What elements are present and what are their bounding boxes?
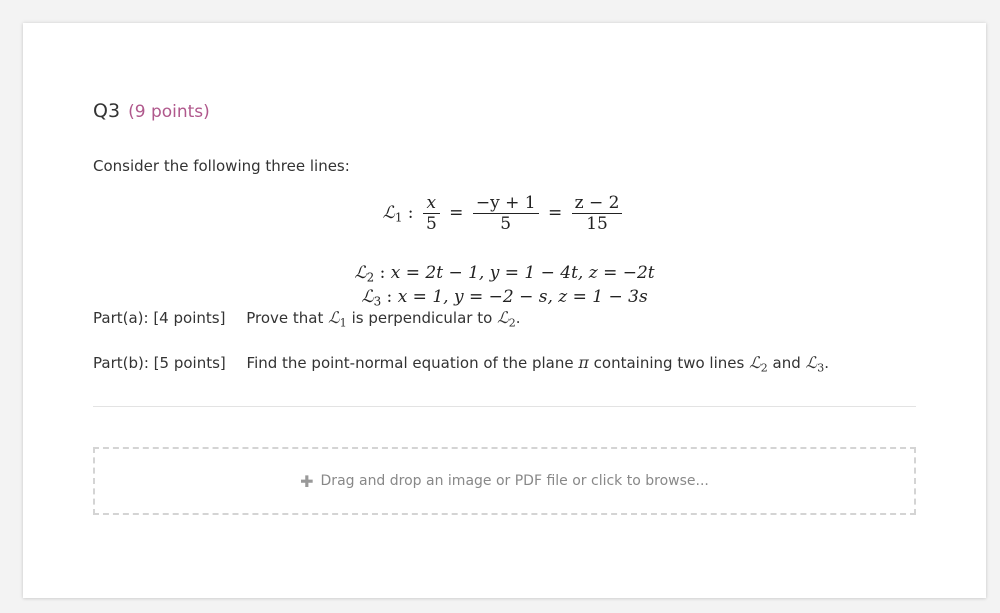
part-b: Part(b): [5 points] Find the point-normal equation of the plane π containing two lines ℒ$_2$ and ℒ$_3$. xyxy=(93,353,829,375)
part-a-label: Part(a): [4 points] xyxy=(93,309,226,327)
file-upload-dropzone[interactable] xyxy=(93,447,916,515)
equation-line-2: ℒ$_2$ : x = 2t − 1, y = 1 − 4t, z = −2t xyxy=(354,263,655,285)
divider xyxy=(93,406,916,407)
fraction-z-over-15: $\frac{z - 2}{15}$ xyxy=(572,193,623,234)
question-intro: Consider the following three lines: xyxy=(93,157,350,175)
part-b-label: Part(b): [5 points] xyxy=(93,354,226,372)
part-a: Part(a): [4 points] Prove that ℒ$_1$ is perpendicular to ℒ$_2$. xyxy=(93,308,521,330)
equation-line-1: ℒ$_1$ : $\frac{x}{5}$ = $\frac{-y + 1}{5}$ = $\frac{z - 2}{15}$ xyxy=(23,193,986,234)
question-number: Q3 xyxy=(93,100,121,122)
fraction-x-over-5: $\frac{x}{5}$ xyxy=(423,193,440,234)
question-points: (9 points) xyxy=(128,102,210,122)
question-card xyxy=(23,23,986,598)
fraction-y-over-5: $\frac{-y + 1}{5}$ xyxy=(473,193,539,234)
equation-line-3: ℒ$_3$ : x = 1, y = −2 − s, z = 1 − 3s xyxy=(361,287,648,309)
plus-icon: ✚ xyxy=(300,471,314,491)
upload-instructions: Drag and drop an image or PDF file or click to browse... xyxy=(320,473,709,489)
question-heading xyxy=(93,100,210,122)
